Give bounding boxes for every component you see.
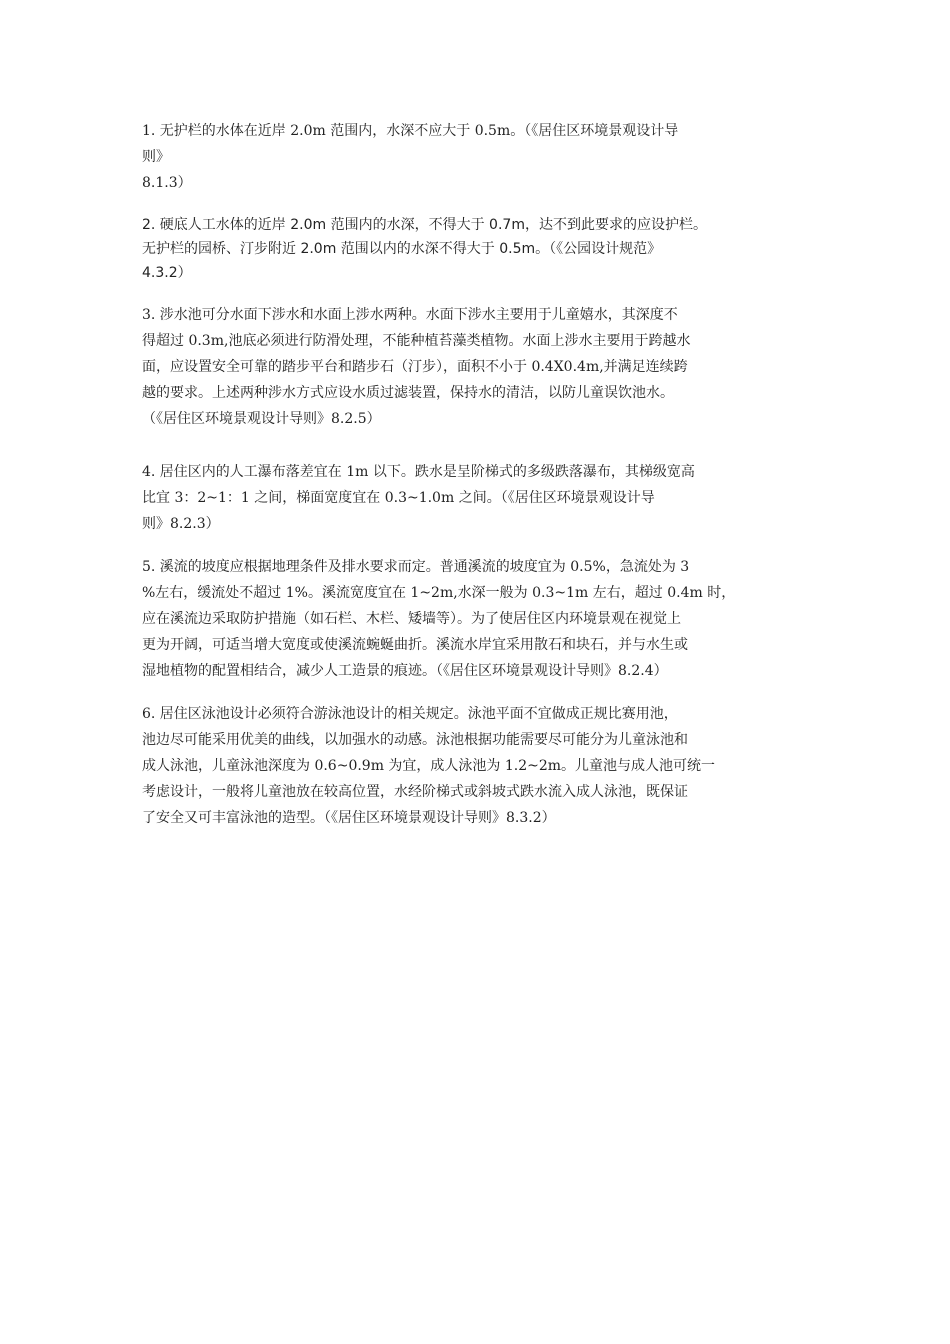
paragraph-1	[142, 118, 814, 196]
paragraph-line: 面，应设置安全可靠的踏步平台和踏步石（汀步），面积不小于 0.4X0.4m,并满足连续跨	[142, 359, 688, 375]
paragraph-line: 1. 无护栏的水体在近岸 2.0m 范围内，水深不应大于 0.5m。（《居住区环境景观设计导	[142, 123, 679, 139]
document-page	[142, 118, 814, 848]
paragraph-line: 无护栏的园桥、汀步附近 2.0m 范围以内的水深不得大于 0.5m。（《公园设计规范》	[142, 241, 662, 257]
paragraph-5	[142, 554, 814, 684]
paragraph-line: 湿地植物的配置相结合，减少人工造景的痕迹。（《居住区环境景观设计导则》8.2.4）	[142, 663, 668, 679]
paragraph-line: 池边尽可能采用优美的曲线，以加强水的动感。泳池根据功能需要尽可能分为儿童泳池和	[142, 732, 688, 748]
paragraph-line: 5. 溪流的坡度应根据地理条件及排水要求而定。普通溪流的坡度宜为 0.5%，急流处为 3	[142, 559, 690, 575]
paragraph-3	[142, 302, 814, 432]
paragraph-line: 则》	[142, 149, 170, 165]
paragraph-line: 越的要求。上述两种涉水方式应设水质过滤装置，保持水的清洁，以防儿童误饮池水。	[142, 385, 674, 401]
paragraph-line: 成人泳池，儿童泳池深度为 0.6~0.9m 为宜，成人泳池为 1.2~2m。儿童池与成人池可统一	[142, 758, 716, 774]
paragraph-line: 应在溪流边采取防护措施（如石栏、木栏、矮墙等）。为了使居住区内环境景观在视觉上	[142, 611, 681, 627]
paragraph-2	[142, 213, 814, 285]
paragraph-6	[142, 701, 814, 831]
paragraph-line: （《居住区环境景观设计导则》8.2.5）	[142, 411, 381, 427]
paragraph-line: 考虑设计，一般将儿童池放在较高位置，水经阶梯式或斜坡式跌水流入成人泳池，既保证	[142, 784, 688, 800]
paragraph-line: 更为开阔，可适当增大宽度或使溪流蜿蜒曲折。溪流水岸宜采用散石和块石，并与水生或	[142, 637, 688, 653]
paragraph-line: 2. 硬底人工水体的近岸 2.0m 范围内的水深，不得大于 0.7m，达不到此要求的应设护栏。	[142, 217, 707, 233]
paragraph-line: 6. 居住区泳池设计必须符合游泳池设计的相关规定。泳池平面不宜做成正规比赛用池，	[142, 706, 678, 722]
paragraph-line: 8.1.3）	[142, 175, 192, 191]
paragraph-4	[142, 459, 814, 537]
paragraph-line: 了安全又可丰富泳池的造型。（《居住区环境景观设计导则》8.3.2）	[142, 810, 556, 826]
paragraph-line: %左右，缓流处不超过 1%。溪流宽度宜在 1~2m,水深一般为 0.3~1m 左右，超过 0.4m 时，	[142, 585, 736, 601]
paragraph-line: 比宜 3：2~1：1 之间，梯面宽度宜在 0.3~1.0m 之间。（《居住区环境景观设计导	[142, 490, 655, 506]
paragraph-line: 得超过 0.3m,池底必须进行防滑处理，不能种植苔藻类植物。水面上涉水主要用于跨越水	[142, 333, 691, 349]
paragraph-line: 4. 居住区内的人工瀑布落差宜在 1m 以下。跌水是呈阶梯式的多级跌落瀑布，其梯级宽高	[142, 464, 695, 480]
paragraph-line: 4.3.2）	[142, 265, 192, 281]
paragraph-line: 3. 涉水池可分水面下涉水和水面上涉水两种。水面下涉水主要用于儿童嬉水，其深度不	[142, 307, 678, 323]
paragraph-line: 则》8.2.3）	[142, 516, 220, 532]
